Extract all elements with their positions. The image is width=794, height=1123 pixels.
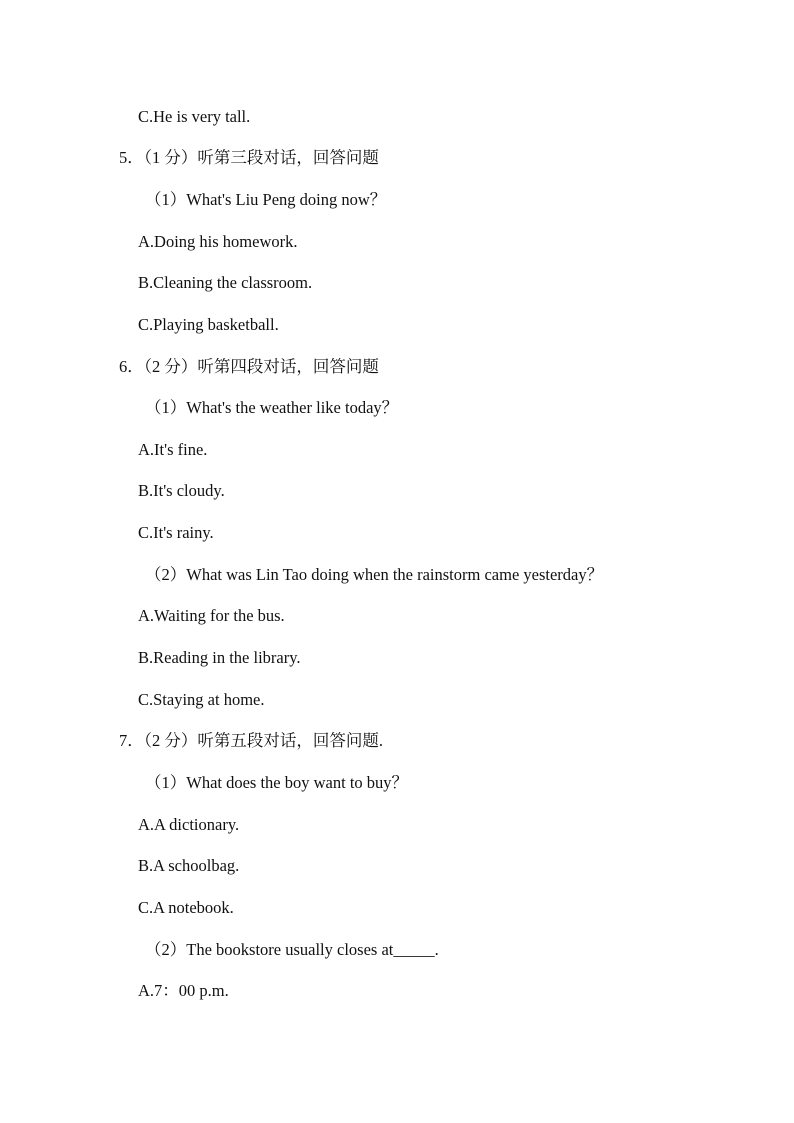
question-7-header: 7．（2 分）听第五段对话，回答问题. [119,731,383,750]
question-5-header: 5．（1 分）听第三段对话，回答问题 [119,148,379,167]
q7-sub-1: （1）What does the boy want to buy？ [145,773,409,792]
q5-option-c: C.Playing basketball. [138,315,279,334]
q6-sub-1: （1）What's the weather like today？ [145,398,399,417]
q6-2-option-a: A.Waiting for the bus. [138,606,285,625]
q5-sub-1: （1）What's Liu Peng doing now？ [145,190,387,209]
q7-1-option-b: B.A schoolbag. [138,856,240,875]
q6-2-option-b: B.Reading in the library. [138,648,301,667]
q5-option-b: B.Cleaning the classroom. [138,273,313,292]
q7-1-option-c: C.A notebook. [138,898,234,917]
q6-sub-2: （2）What was Lin Tao doing when the rainstorm came yesterday？ [145,565,604,584]
q6-2-option-c: C.Staying at home. [138,690,265,709]
q7-sub-2: （2）The bookstore usually closes at_____. [145,940,439,959]
q4-option-c: C.He is very tall. [138,107,251,126]
q6-1-option-b: B.It's cloudy. [138,481,225,500]
q5-option-a: A.Doing his homework. [138,232,298,251]
question-6-header: 6．（2 分）听第四段对话，回答问题 [119,357,379,376]
q6-1-option-c: C.It's rainy. [138,523,214,542]
q7-1-option-a: A.A dictionary. [138,815,240,834]
q6-1-option-a: A.It's fine. [138,440,208,459]
q7-2-option-a: A.7：00 p.m. [138,981,229,1000]
